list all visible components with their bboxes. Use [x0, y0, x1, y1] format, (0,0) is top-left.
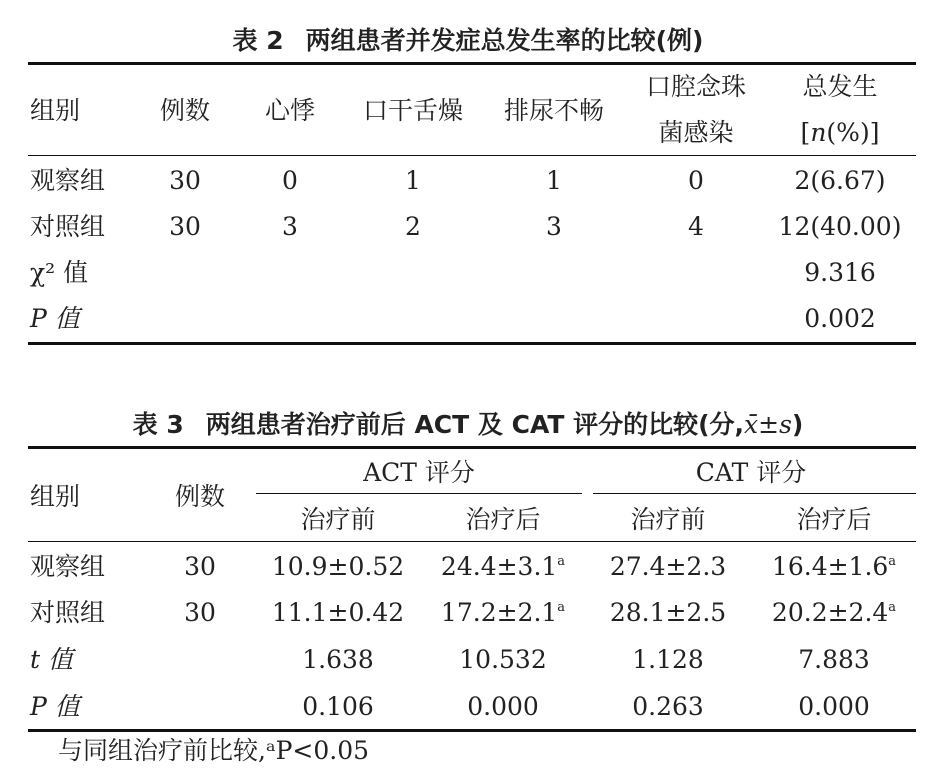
table2-label: 表 2	[232, 26, 284, 55]
t3-t-act-after: 10.532	[459, 645, 547, 674]
t2-header-total-line1: 总发生	[802, 72, 878, 101]
t3-header-count: 例数	[174, 482, 226, 511]
t3-header-act: ACT 评分	[363, 458, 475, 487]
t3-p-label: P 值	[30, 692, 80, 721]
t2-row1-group: 观察组	[30, 166, 106, 195]
t3-row2-cat-after: 20.2±2.4$^a$	[771, 598, 897, 627]
t2-row1-count: 30	[169, 166, 201, 195]
table3-bottom-rule	[28, 729, 916, 732]
t3-p-cat-before: 0.263	[632, 692, 704, 721]
t2-row1-total: 2(6.67)	[794, 166, 886, 195]
t3-p-act-before: 0.106	[302, 692, 374, 721]
t2-header-thrush-line2: 菌感染	[658, 118, 734, 147]
t2-row2-total: 12(40.00)	[778, 212, 902, 241]
t3-row2-group: 对照组	[30, 598, 106, 627]
table2-top-rule	[28, 62, 916, 65]
t2-header-count: 例数	[159, 96, 211, 125]
t3-t-act-before: 1.638	[302, 645, 374, 674]
table3-header-rule	[28, 541, 916, 542]
t3-t-cat-before: 1.128	[632, 645, 704, 674]
table3-top-rule	[28, 446, 916, 449]
table3-footnote: 与同组治疗前比较,ᵃP<0.05	[58, 736, 370, 765]
t3-row2-count: 30	[184, 598, 216, 627]
t2-row2-group: 对照组	[30, 212, 106, 241]
t2-row2-count: 30	[169, 212, 201, 241]
t2-header-group: 组别	[30, 96, 81, 125]
t3-row1-group: 观察组	[30, 552, 106, 581]
t2-header-total-line2: [n(%)]	[800, 118, 880, 147]
t2-header-thrush-line1: 口腔念珠	[645, 72, 747, 101]
t3-header-group: 组别	[30, 482, 81, 511]
t3-p-cat-after: 0.000	[798, 692, 870, 721]
t3-header-cat: CAT 评分	[695, 458, 807, 487]
t2-row2-thrush: 4	[688, 212, 704, 241]
table3-title: 两组患者治疗前后 ACT 及 CAT 评分的比较(分,	[205, 410, 745, 439]
table2-header-rule	[28, 155, 916, 156]
t3-header-act-after: 治疗后	[465, 505, 541, 534]
t3-row1-act-after: 24.4±3.1$^a$	[440, 552, 566, 581]
t2-row2-palpitation: 3	[282, 212, 298, 241]
t3-row1-cat-before: 27.4±2.3	[609, 552, 727, 581]
table3-label: 表 3	[132, 410, 184, 439]
t2-row1-palpitation: 0	[282, 166, 298, 195]
t3-p-act-after: 0.000	[467, 692, 539, 721]
t3-row1-act-before: 10.9±0.52	[271, 552, 405, 581]
t3-row1-count: 30	[184, 552, 216, 581]
t2-header-dry-mouth: 口干舌燥	[362, 96, 464, 125]
table2-caption	[0, 26, 936, 56]
table2-bottom-rule	[28, 342, 916, 345]
t3-row2-cat-before: 28.1±2.5	[609, 598, 727, 627]
t2-p-label: P 值	[30, 304, 80, 333]
t3-row2-act-after: 17.2±2.1$^a$	[440, 598, 566, 627]
t2-row1-urination: 1	[546, 166, 562, 195]
t3-t-cat-after: 7.883	[798, 645, 870, 674]
t2-header-urination: 排尿不畅	[503, 96, 605, 125]
t3-header-act-before: 治疗前	[300, 505, 376, 534]
table2-title: 两组患者并发症总发生率的比较(例)	[305, 26, 704, 55]
table3-title-stat: x̄±s	[744, 410, 792, 439]
t2-row2-dry-mouth: 2	[405, 212, 421, 241]
t3-header-cat-before: 治疗前	[630, 505, 706, 534]
t2-chi2-label: χ² 值	[30, 258, 89, 287]
t2-row2-urination: 3	[546, 212, 562, 241]
table3-title-end: )	[791, 410, 804, 439]
t3-t-label: t 值	[30, 645, 73, 674]
t3-row2-act-before: 11.1±0.42	[271, 598, 405, 627]
t2-row1-dry-mouth: 1	[405, 166, 421, 195]
t2-chi2-value: 9.316	[804, 258, 876, 287]
t3-header-cat-after: 治疗后	[796, 505, 872, 534]
table3-caption	[0, 410, 936, 440]
t3-act-span-rule	[256, 493, 582, 494]
t3-cat-span-rule	[593, 493, 916, 494]
t2-header-palpitation: 心悸	[264, 96, 316, 125]
t3-row1-cat-after: 16.4±1.6$^a$	[771, 552, 897, 581]
t2-row1-thrush: 0	[688, 166, 704, 195]
t2-p-value: 0.002	[804, 304, 876, 333]
